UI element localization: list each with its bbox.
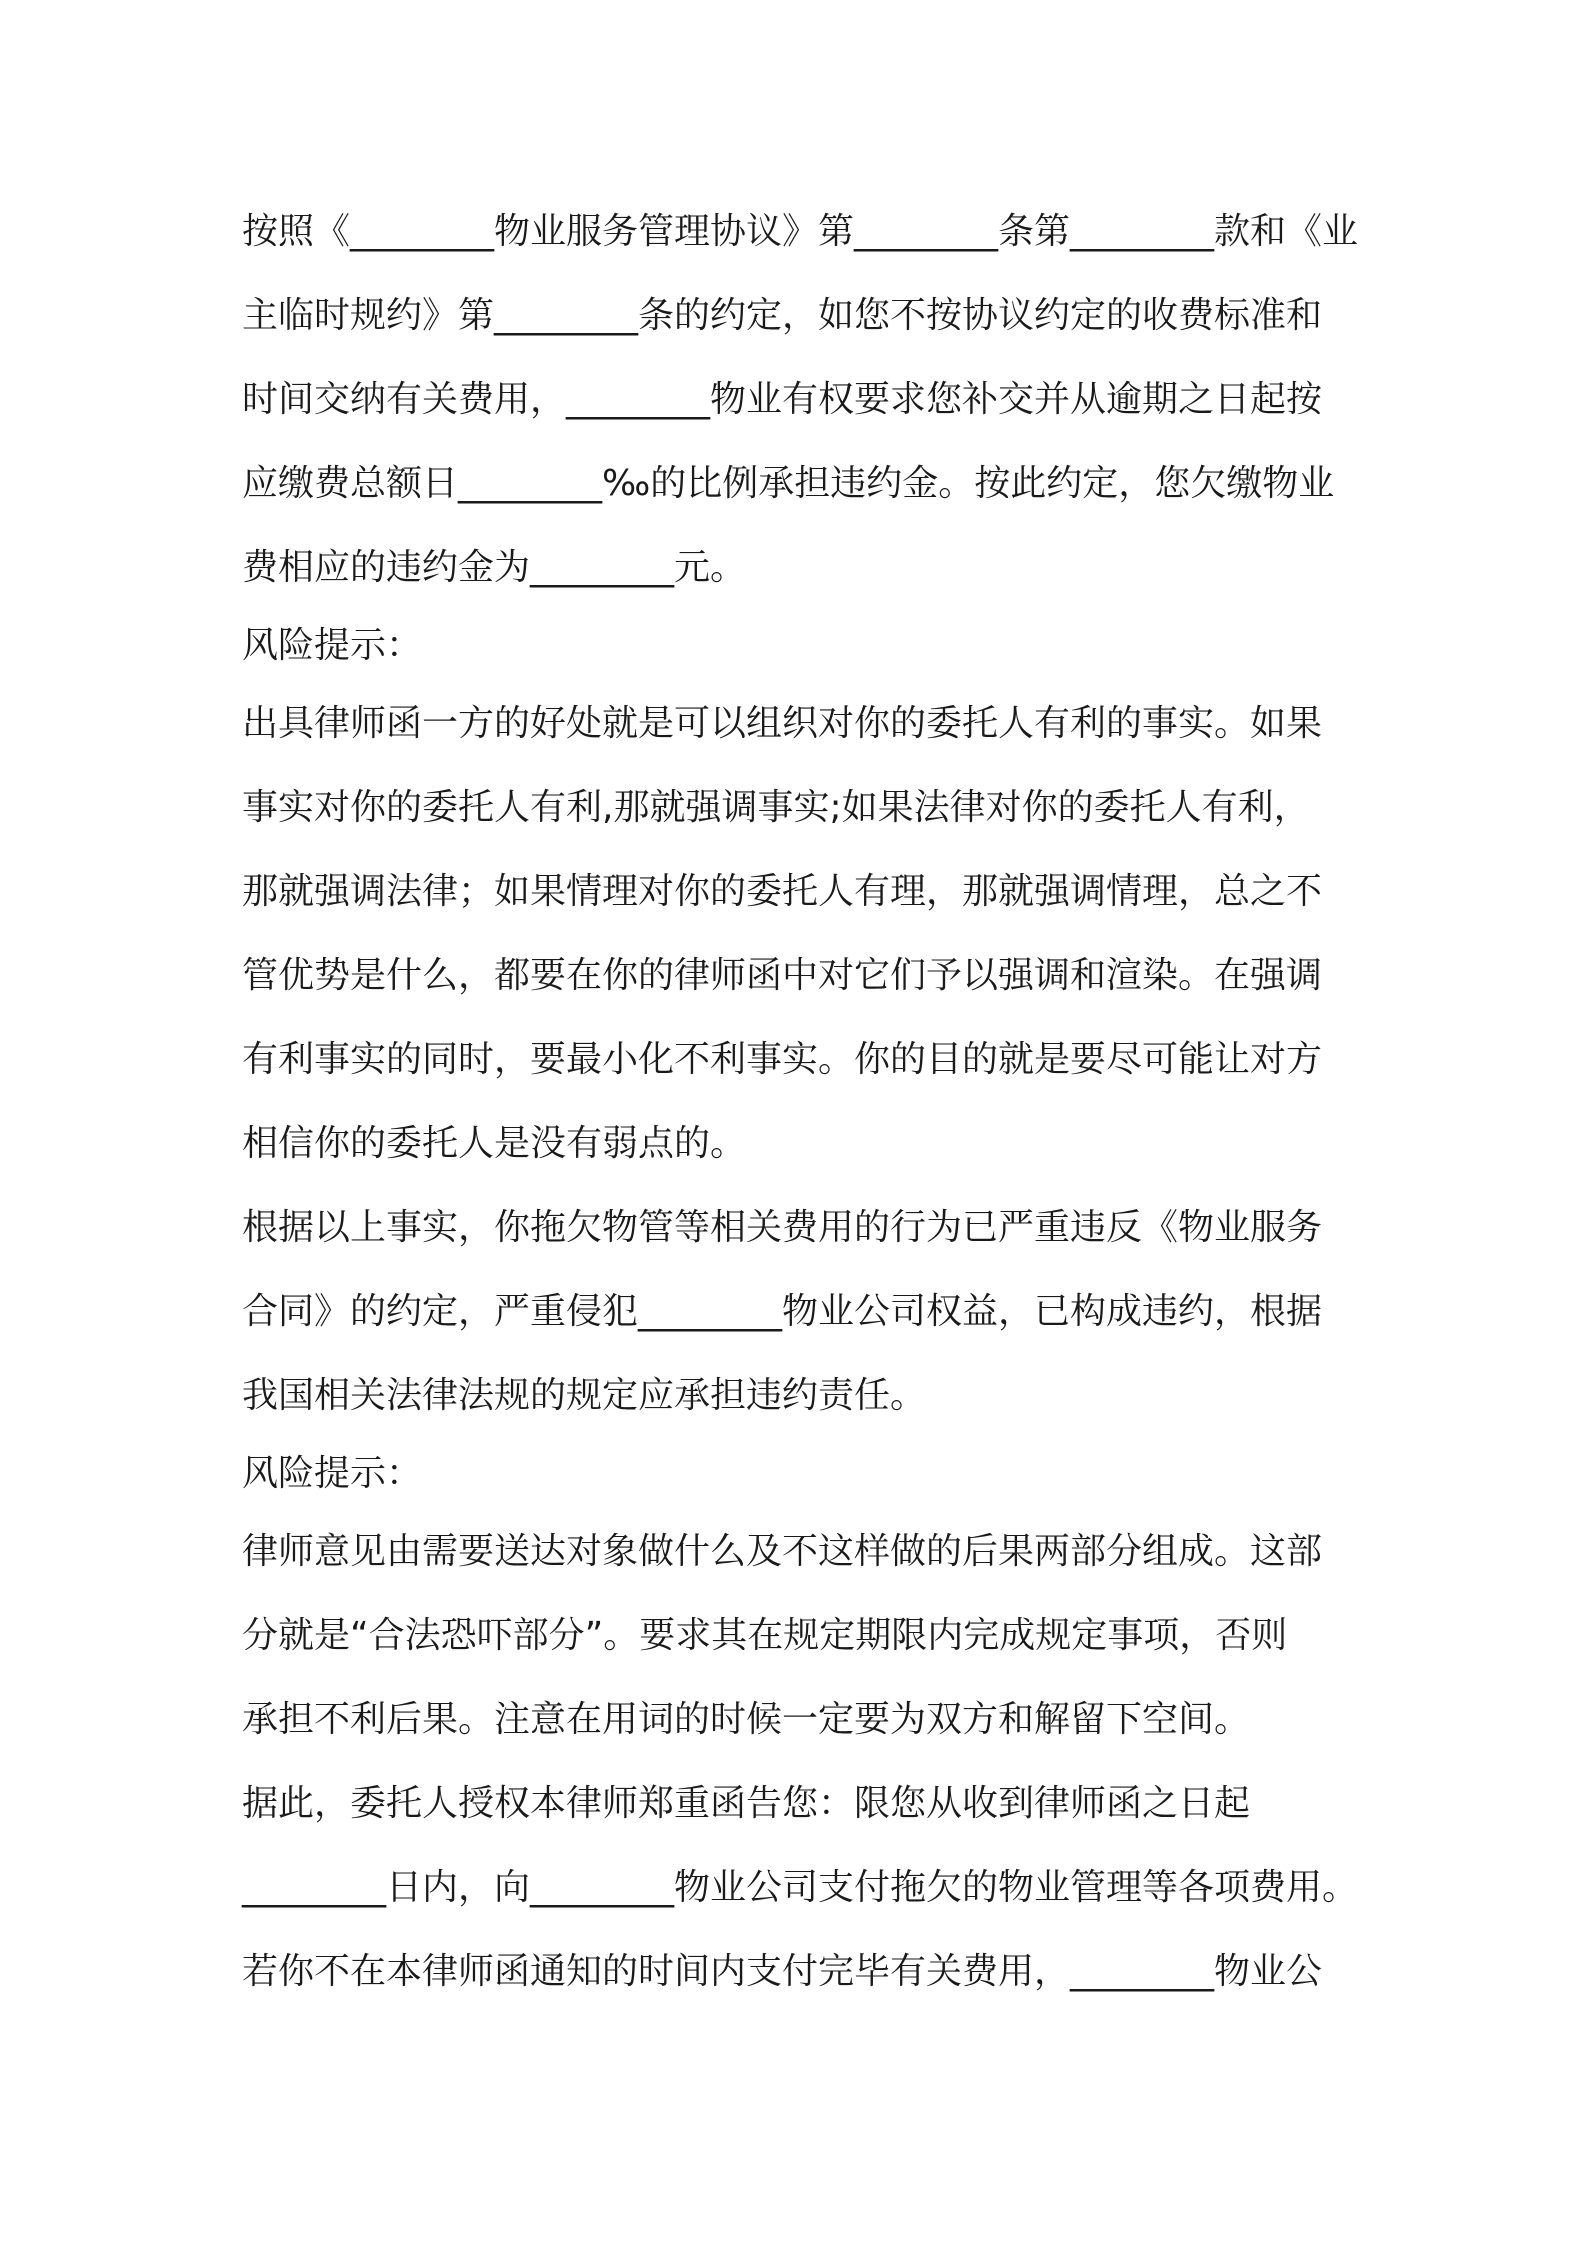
text-line: 主临时规约》第________条的约定，如您不按协议约定的收费标准和 [242, 295, 1323, 336]
text-line: 管优势是什么，都要在你的律师函中对它们予以强调和渲染。在强调 [242, 955, 1323, 996]
text-line: 相信你的委托人是没有弱点的。 [242, 1123, 747, 1164]
text-line: 事实对你的委托人有利,那就强调事实;如果法律对你的委托人有利， [242, 787, 1310, 828]
text-line: 我国相关法律法规的规定应承担违约责任。 [242, 1375, 927, 1416]
text-line: ________日内，向________物业公司支付拖欠的物业管理等各项费用。 [242, 1867, 1359, 1908]
text-line: 分就是“合法恐吓部分”。要求其在规定期限内完成规定事项，否则 [242, 1615, 1288, 1656]
text-line: 若你不在本律师函通知的时间内支付完毕有关费用，________物业公 [242, 1951, 1323, 1992]
text-line: 出具律师函一方的好处就是可以组织对你的委托人有利的事实。如果 [242, 703, 1323, 744]
section-heading: 风险提示： [242, 625, 423, 666]
text-line: 时间交纳有关费用，________物业有权要求您补交并从逾期之日起按 [242, 379, 1323, 420]
text-line: 据此，委托人授权本律师郑重函告您：限您从收到律师函之日起 [242, 1783, 1251, 1824]
document-body [242, 190, 1362, 2014]
text-line: 费相应的违约金为________元。 [242, 547, 747, 588]
text-line: 按照《________物业服务管理协议》第________条第________款和《业 [242, 211, 1359, 252]
text-line: 律师意见由需要送达对象做什么及不这样做的后果两部分组成。这部 [242, 1531, 1323, 1572]
text-line: 那就强调法律；如果情理对你的委托人有理，那就强调情理，总之不 [242, 871, 1323, 912]
text-line: 应缴费总额日________‰的比例承担违约金。按此约定，您欠缴物业 [242, 463, 1335, 504]
text-line: 承担不利后果。注意在用词的时候一定要为双方和解留下空间。 [242, 1699, 1251, 1740]
text-line: 根据以上事实，你拖欠物管等相关费用的行为已严重违反《物业服务 [242, 1207, 1323, 1248]
text-line: 有利事实的同时，要最小化不利事实。你的目的就是要尽可能让对方 [242, 1039, 1323, 1080]
text-line: 合同》的约定，严重侵犯________物业公司权益，已构成违约，根据 [242, 1291, 1323, 1332]
section-heading: 风险提示： [242, 1453, 423, 1494]
